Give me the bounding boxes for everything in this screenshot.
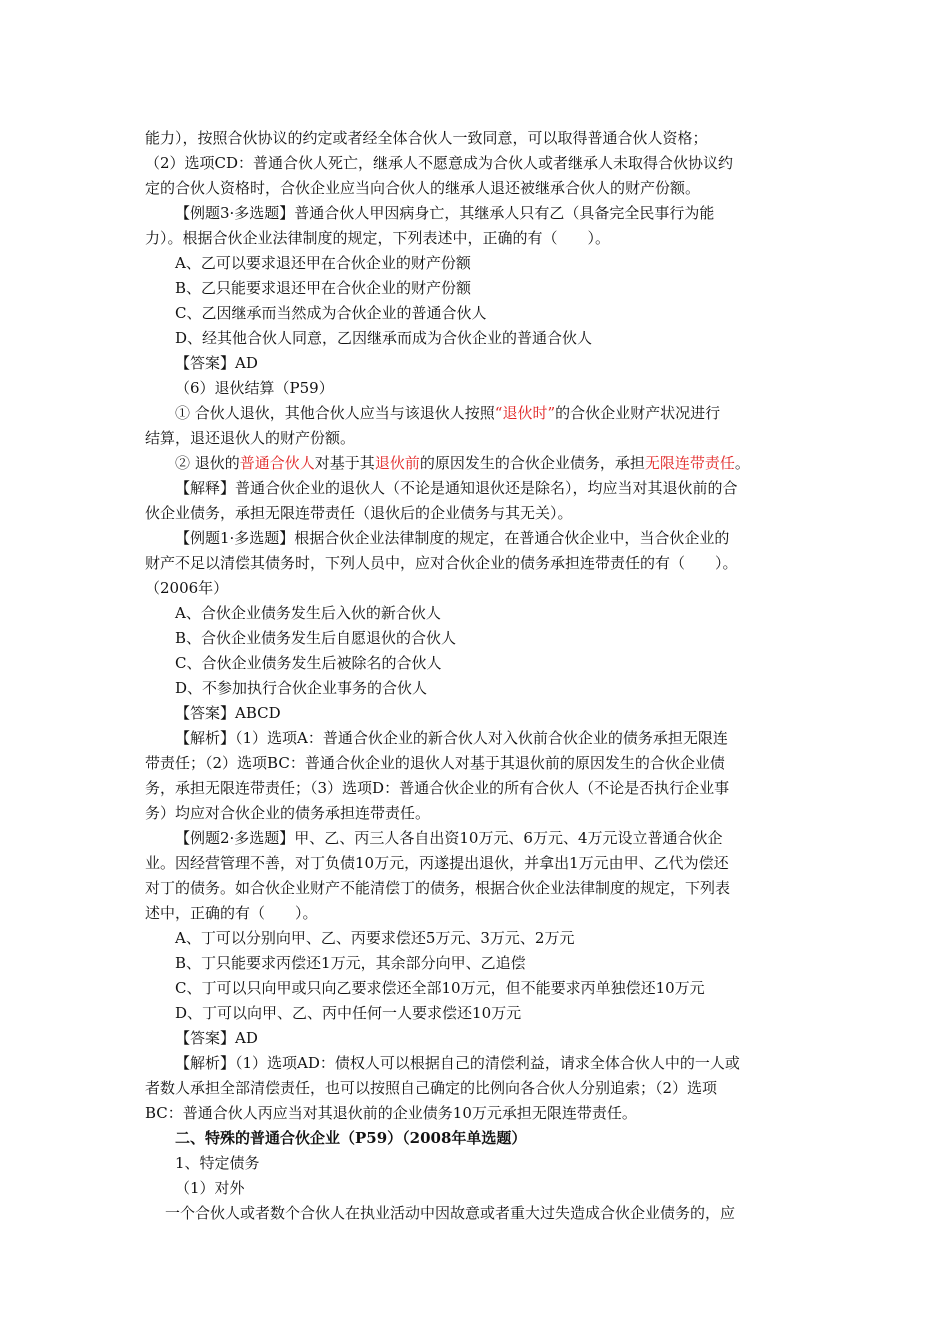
subsection-heading: 1、特定债务 bbox=[175, 1154, 260, 1172]
text-run: 。 bbox=[734, 454, 750, 472]
paragraph-line: 务）均应对合伙企业的债务承担连带责任。 bbox=[145, 804, 431, 822]
paragraph-line: 一个合伙人或者数个合伙人在执业活动中因故意或者重大过失造成合伙企业债务的，应 bbox=[165, 1204, 736, 1222]
option-d: D、丁可以向甲、乙、丙中任何一人要求偿还10万元 bbox=[175, 1004, 522, 1022]
option-b: B、丁只能要求丙偿还1万元，其余部分向甲、乙追偿 bbox=[175, 954, 526, 972]
text-run: 对基于其 bbox=[314, 454, 375, 472]
subsection-heading: （1）对外 bbox=[175, 1179, 245, 1197]
highlight-text: 退伙前 bbox=[374, 454, 420, 472]
paragraph-line: 伙企业债务，承担无限连带责任（退伙后的企业债务与其无关）。 bbox=[145, 504, 573, 522]
paragraph-line: 定的合伙人资格时，合伙企业应当向合伙人的继承人退还被继承合伙人的财产份额。 bbox=[145, 179, 701, 197]
section-heading: （6）退伙结算（P59） bbox=[175, 379, 334, 397]
option-c: C、丁可以只向甲或只向乙要求偿还全部10万元，但不能要求丙单独偿还10万元 bbox=[175, 979, 705, 997]
option-a: A、合伙企业债务发生后入伙的新合伙人 bbox=[175, 604, 441, 622]
text-run: 的原因发生的合伙企业债务，承担 bbox=[419, 454, 645, 472]
paragraph-line: 者数人承担全部清偿责任，也可以按照自己确定的比例向各合伙人分别追索；（2）选项 bbox=[145, 1079, 718, 1097]
paragraph-line: 带责任；（2）选项BC：普通合伙企业的退伙人对基于其退伙前的原因发生的合伙企业债 bbox=[145, 754, 725, 772]
text-run: ② 退伙的 bbox=[175, 454, 240, 472]
example-2-title: 【例题2·多选题】甲、乙、丙三人各自出资10万元、6万元、4万元设立普通合伙企 bbox=[175, 829, 723, 847]
highlight-text: “退伙时” bbox=[494, 404, 556, 422]
analysis-line: 【解析】（1）选项A：普通合伙企业的新合伙人对入伙前合伙企业的债务承担无限连 bbox=[175, 729, 728, 747]
option-c: C、合伙企业债务发生后被除名的合伙人 bbox=[175, 654, 442, 672]
example-3-title: 【例题3·多选题】普通合伙人甲因病身亡，其继承人只有乙（具备完全民事行为能 bbox=[175, 204, 715, 222]
paragraph-line: 对丁的债务。如合伙企业财产不能清偿丁的债务，根据合伙企业法律制度的规定，下列表 bbox=[145, 879, 731, 897]
paragraph-line bbox=[175, 453, 750, 473]
option-d: D、不参加执行合伙企业事务的合伙人 bbox=[175, 679, 428, 697]
paragraph-line: 业。因经营管理不善，对丁负债10万元，丙遂提出退伙，并拿出1万元由甲、乙代为偿还 bbox=[145, 854, 729, 872]
highlight-text: 无限连带责任 bbox=[644, 454, 735, 472]
highlight-text: 普通合伙人 bbox=[239, 454, 315, 472]
option-b: B、合伙企业债务发生后自愿退伙的合伙人 bbox=[175, 629, 457, 647]
paragraph-line: 财产不足以清偿其债务时，下列人员中，应对合伙企业的债务承担连带责任的有（ ）。 bbox=[145, 554, 738, 572]
paragraph-line: 述中，正确的有（ ）。 bbox=[145, 904, 318, 922]
option-c: C、乙因继承而当然成为合伙企业的普通合伙人 bbox=[175, 304, 487, 322]
text-run: ① 合伙人退伙，其他合伙人应当与该退伙人按照 bbox=[175, 404, 495, 422]
example-1-title: 【例题1·多选题】根据合伙企业法律制度的规定，在普通合伙企业中，当合伙企业的 bbox=[175, 529, 730, 547]
option-d: D、经其他合伙人同意，乙因继承而成为合伙企业的普通合伙人 bbox=[175, 329, 593, 347]
paragraph-line bbox=[175, 403, 720, 423]
paragraph-line: （2）选项CD：普通合伙人死亡，继承人不愿意成为合伙人或者继承人未取得合伙协议约 bbox=[145, 154, 734, 172]
paragraph-line: 务，承担无限连带责任；（3）选项D：普通合伙企业的所有合伙人（不论是否执行企业事 bbox=[145, 779, 730, 797]
paragraph-line: BC：普通合伙人丙应当对其退伙前的企业债务10万元承担无限连带责任。 bbox=[145, 1104, 637, 1122]
paragraph-line: 力）。根据合伙企业法律制度的规定，下列表述中，正确的有（ ）。 bbox=[145, 229, 611, 247]
answer-line: 【答案】AD bbox=[175, 1029, 258, 1047]
option-a: A、乙可以要求退还甲在合伙企业的财产份额 bbox=[175, 254, 471, 272]
option-a: A、丁可以分别向甲、乙、丙要求偿还5万元、3万元、2万元 bbox=[175, 929, 575, 947]
answer-line: 【答案】AD bbox=[175, 354, 258, 372]
section-heading: 二、特殊的普通合伙企业（P59）（2008年单选题） bbox=[175, 1129, 527, 1147]
analysis-line: 【解析】（1）选项AD：债权人可以根据自己的清偿利益，请求全体合伙人中的一人或 bbox=[175, 1054, 740, 1072]
explanation-line: 【解释】普通合伙企业的退伙人（不论是通知退伙还是除名），均应当对其退伙前的合 bbox=[175, 479, 738, 497]
text-run: 的合伙企业财产状况进行 bbox=[555, 404, 721, 422]
option-b: B、乙只能要求退还甲在合伙企业的财产份额 bbox=[175, 279, 472, 297]
paragraph-line: 结算，退还退伙人的财产份额。 bbox=[145, 429, 356, 447]
paragraph-line: 能力），按照合伙协议的约定或者经全体合伙人一致同意，可以取得普通合伙人资格； bbox=[145, 129, 708, 147]
year-note: （2006年） bbox=[145, 579, 229, 597]
answer-line: 【答案】ABCD bbox=[175, 704, 281, 722]
